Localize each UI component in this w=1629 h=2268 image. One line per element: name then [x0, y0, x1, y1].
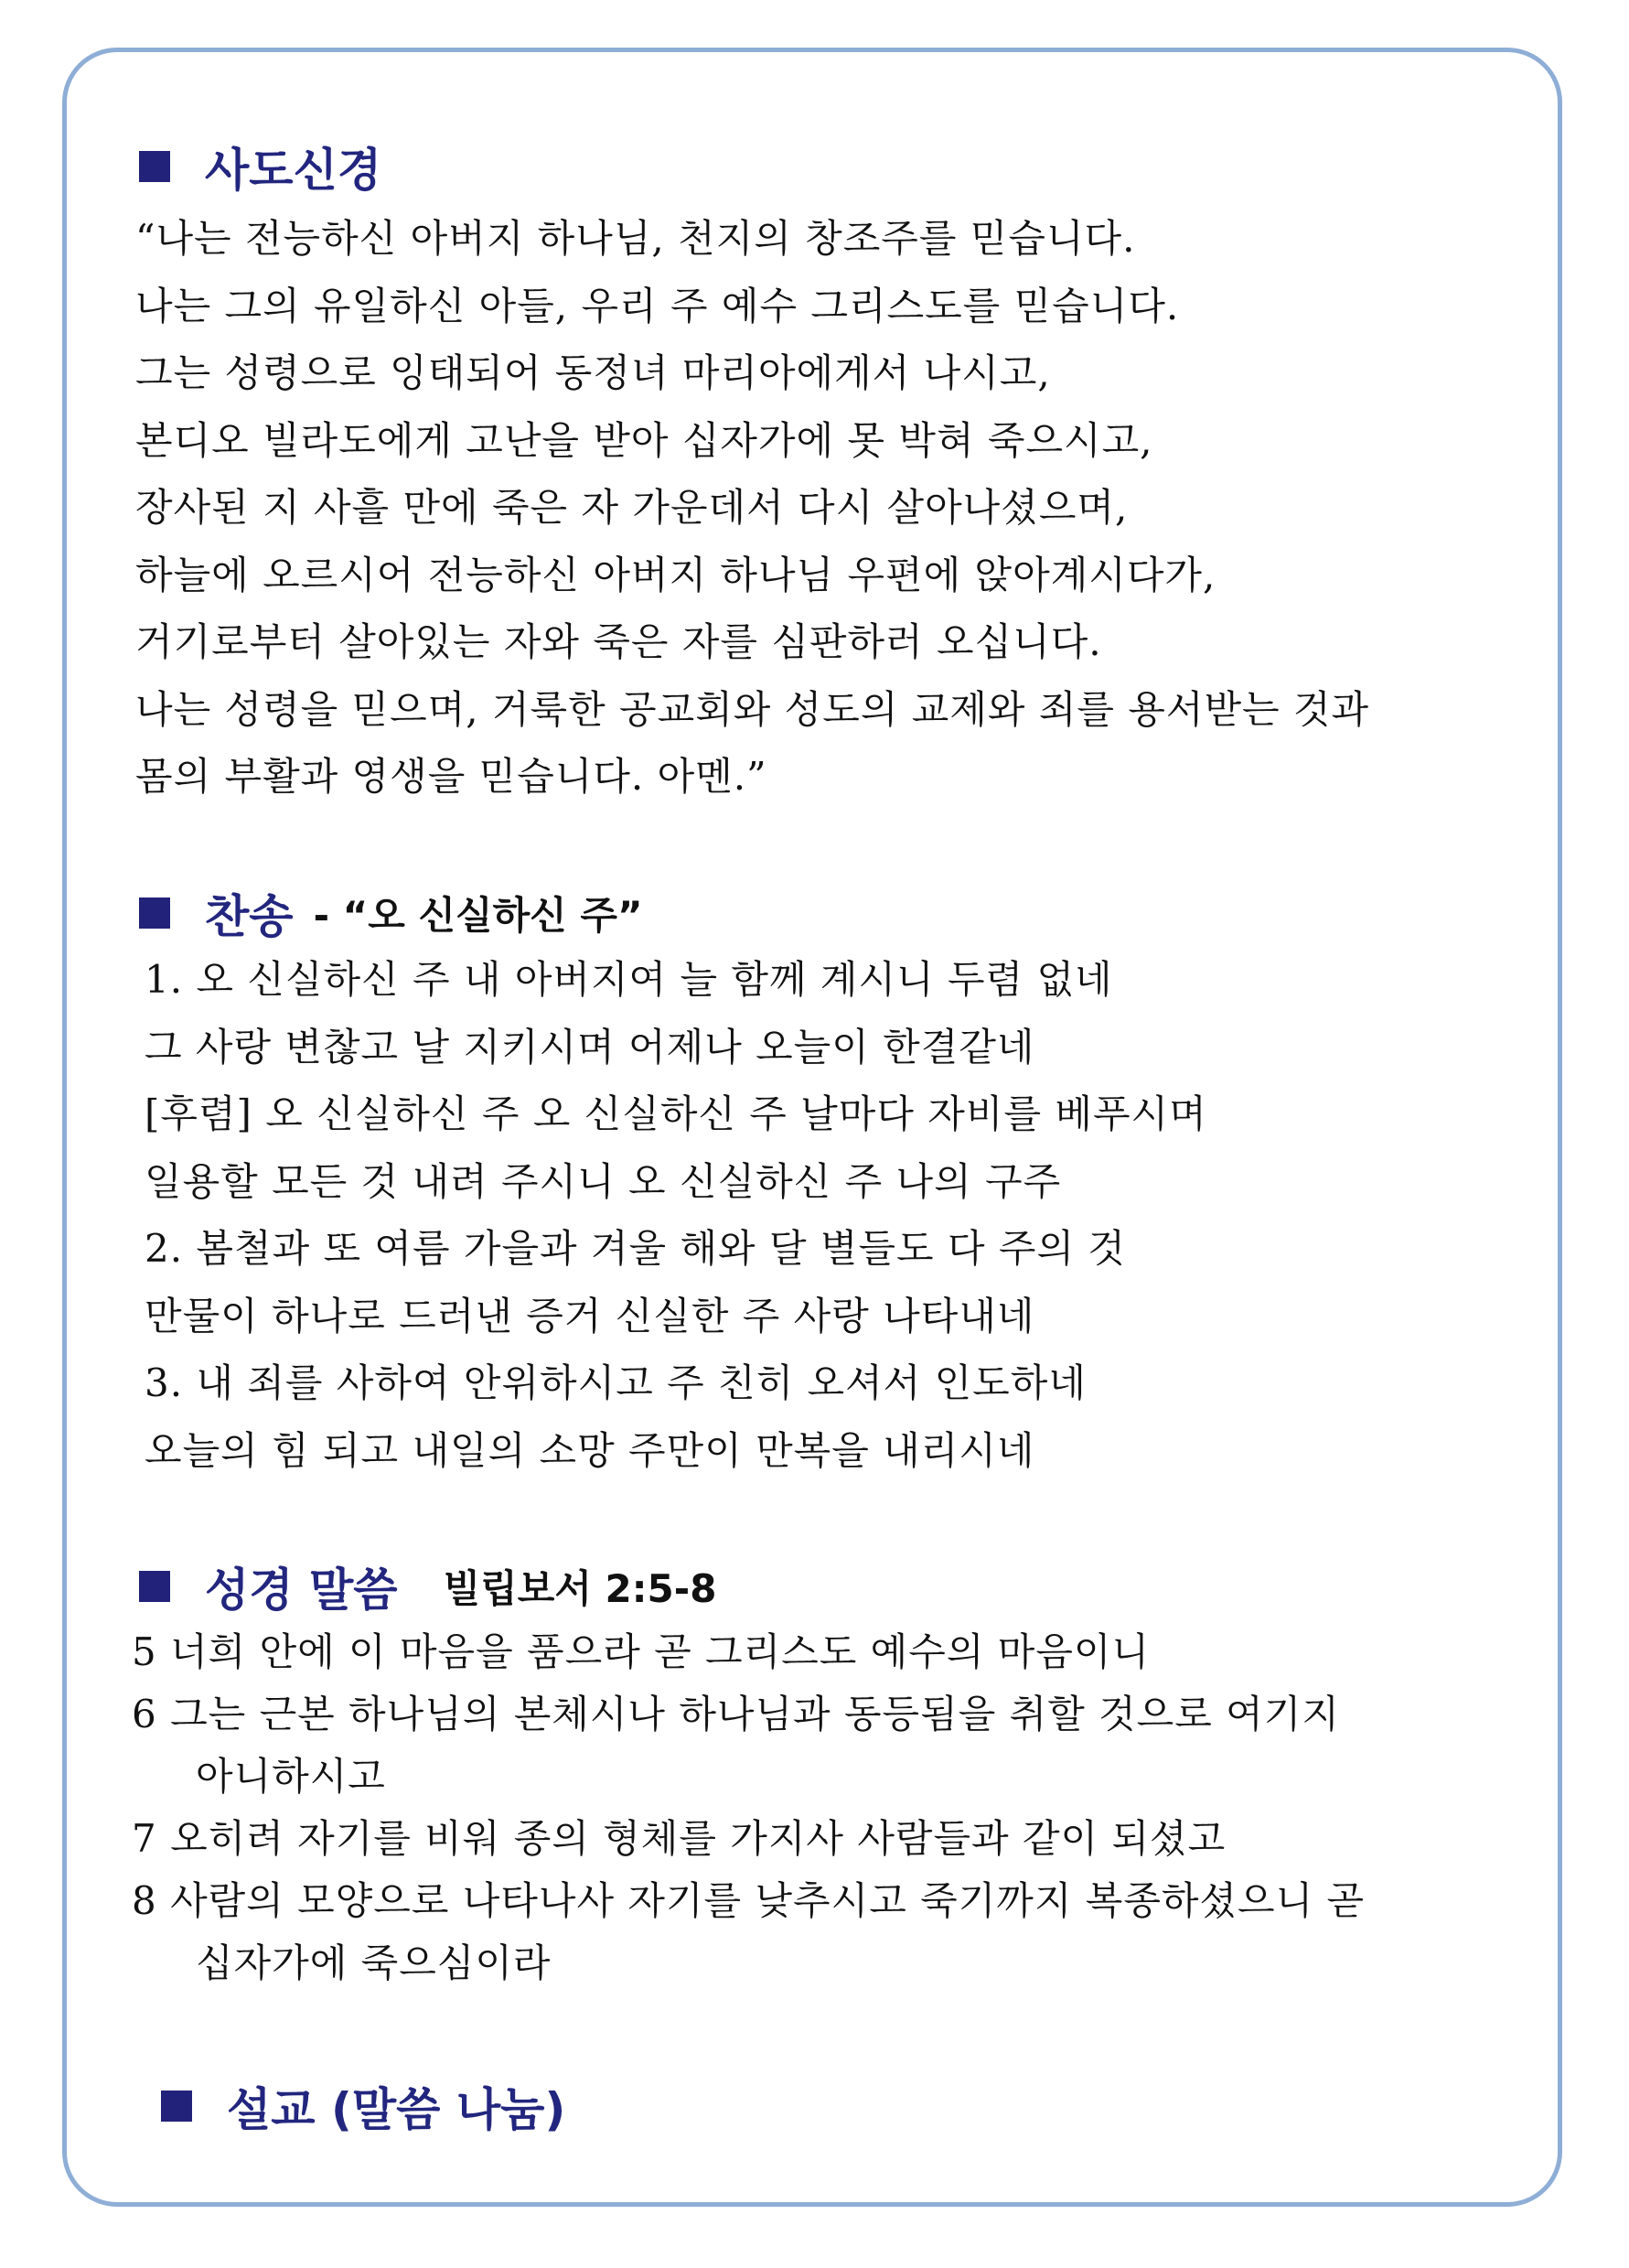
scripture-verse-continued: 아니하시고: [196, 1754, 386, 1799]
square-bullet-icon: [161, 2091, 192, 2122]
creed-line: 본디오 빌라도에게 고난을 받아 십자가에 못 박혀 죽으시고,: [135, 417, 1153, 463]
scripture-verse: 8 사람의 모양으로 나타나사 자기를 낮추시고 죽기까지 복종하셨으니 곧: [132, 1878, 1366, 1923]
creed-line: “나는 전능하신 아버지 하나님, 천지의 창조주를 믿습니다.: [135, 216, 1136, 261]
hymn-line: 2. 봄철과 또 여름 가을과 겨울 해와 달 별들도 다 주의 것: [145, 1226, 1126, 1271]
hymn-line: 1. 오 신실하신 주 내 아버지여 늘 함께 계시니 두렴 없네: [145, 957, 1113, 1002]
hymn-line: [후렴] 오 신실하신 주 오 신실하신 주 날마다 자비를 베푸시며: [145, 1091, 1207, 1136]
creed-line: 하늘에 오르시어 전능하신 아버지 하나님 우편에 앉아계시다가,: [135, 552, 1216, 597]
sermon-title: 설교 (말씀 나눔): [227, 2083, 566, 2136]
scripture-verse-continued: 십자가에 죽으심이라: [196, 1940, 552, 1985]
creed-line: 나는 그의 유일하신 아들, 우리 주 예수 그리스도를 믿습니다.: [135, 283, 1180, 328]
hymn-heading: [139, 880, 643, 946]
creed-line: 장사된 지 사흘 만에 죽은 자 가운데서 다시 살아나셨으며,: [135, 485, 1129, 530]
hymn-subtitle: - “오 신실하신 주”: [313, 893, 643, 938]
sermon-heading: [161, 2073, 565, 2139]
hymn-line: 만물이 하나로 드러낸 증거 신실한 주 사랑 나타내네: [145, 1293, 1035, 1338]
scripture-heading: [139, 1553, 716, 1619]
square-bullet-icon: [139, 1571, 170, 1602]
hymn-text: [145, 946, 1207, 1484]
creed-line: 나는 성령을 믿으며, 거룩한 공교회와 성도의 교제와 죄를 용서받는 것과: [135, 686, 1370, 732]
scripture-text: [132, 1621, 1365, 1994]
scripture-verse: 7 오히려 자기를 비워 종의 형체를 가지사 사람들과 같이 되셨고: [132, 1816, 1227, 1861]
square-bullet-icon: [139, 151, 170, 182]
scripture-verse: 5 너희 안에 이 마음을 품으라 곧 그리스도 예수의 마음이니: [132, 1629, 1151, 1674]
creed-heading: [139, 134, 381, 199]
square-bullet-icon: [139, 898, 170, 929]
creed-title: 사도신경: [205, 144, 382, 197]
creed-line: 몸의 부활과 영생을 믿습니다. 아멘.”: [135, 754, 767, 799]
scripture-verse: 6 그는 근본 하나님의 본체시나 하나님과 동등됨을 취할 것으로 여기지: [132, 1692, 1340, 1736]
scripture-reference: 빌립보서 2:5-8: [443, 1566, 717, 1611]
creed-line: 거기로부터 살아있는 자와 죽은 자를 심판하러 오십니다.: [135, 619, 1102, 664]
creed-text: [135, 205, 1369, 811]
scripture-title: 성경 말씀: [205, 1564, 398, 1617]
hymn-line: 3. 내 죄를 사하여 안위하시고 주 친히 오셔서 인도하네: [145, 1360, 1087, 1405]
hymn-line: 그 사랑 변찮고 날 지키시며 어제나 오늘이 한결같네: [145, 1024, 1035, 1070]
hymn-line: 일용할 모든 것 내려 주시니 오 신실하신 주 나의 구주: [145, 1158, 1062, 1204]
hymn-title: 찬송: [205, 890, 294, 943]
hymn-line: 오늘의 힘 되고 내일의 소망 주만이 만복을 내리시네: [145, 1427, 1035, 1473]
creed-line: 그는 성령으로 잉태되어 동정녀 마리아에게서 나시고,: [135, 350, 1051, 395]
